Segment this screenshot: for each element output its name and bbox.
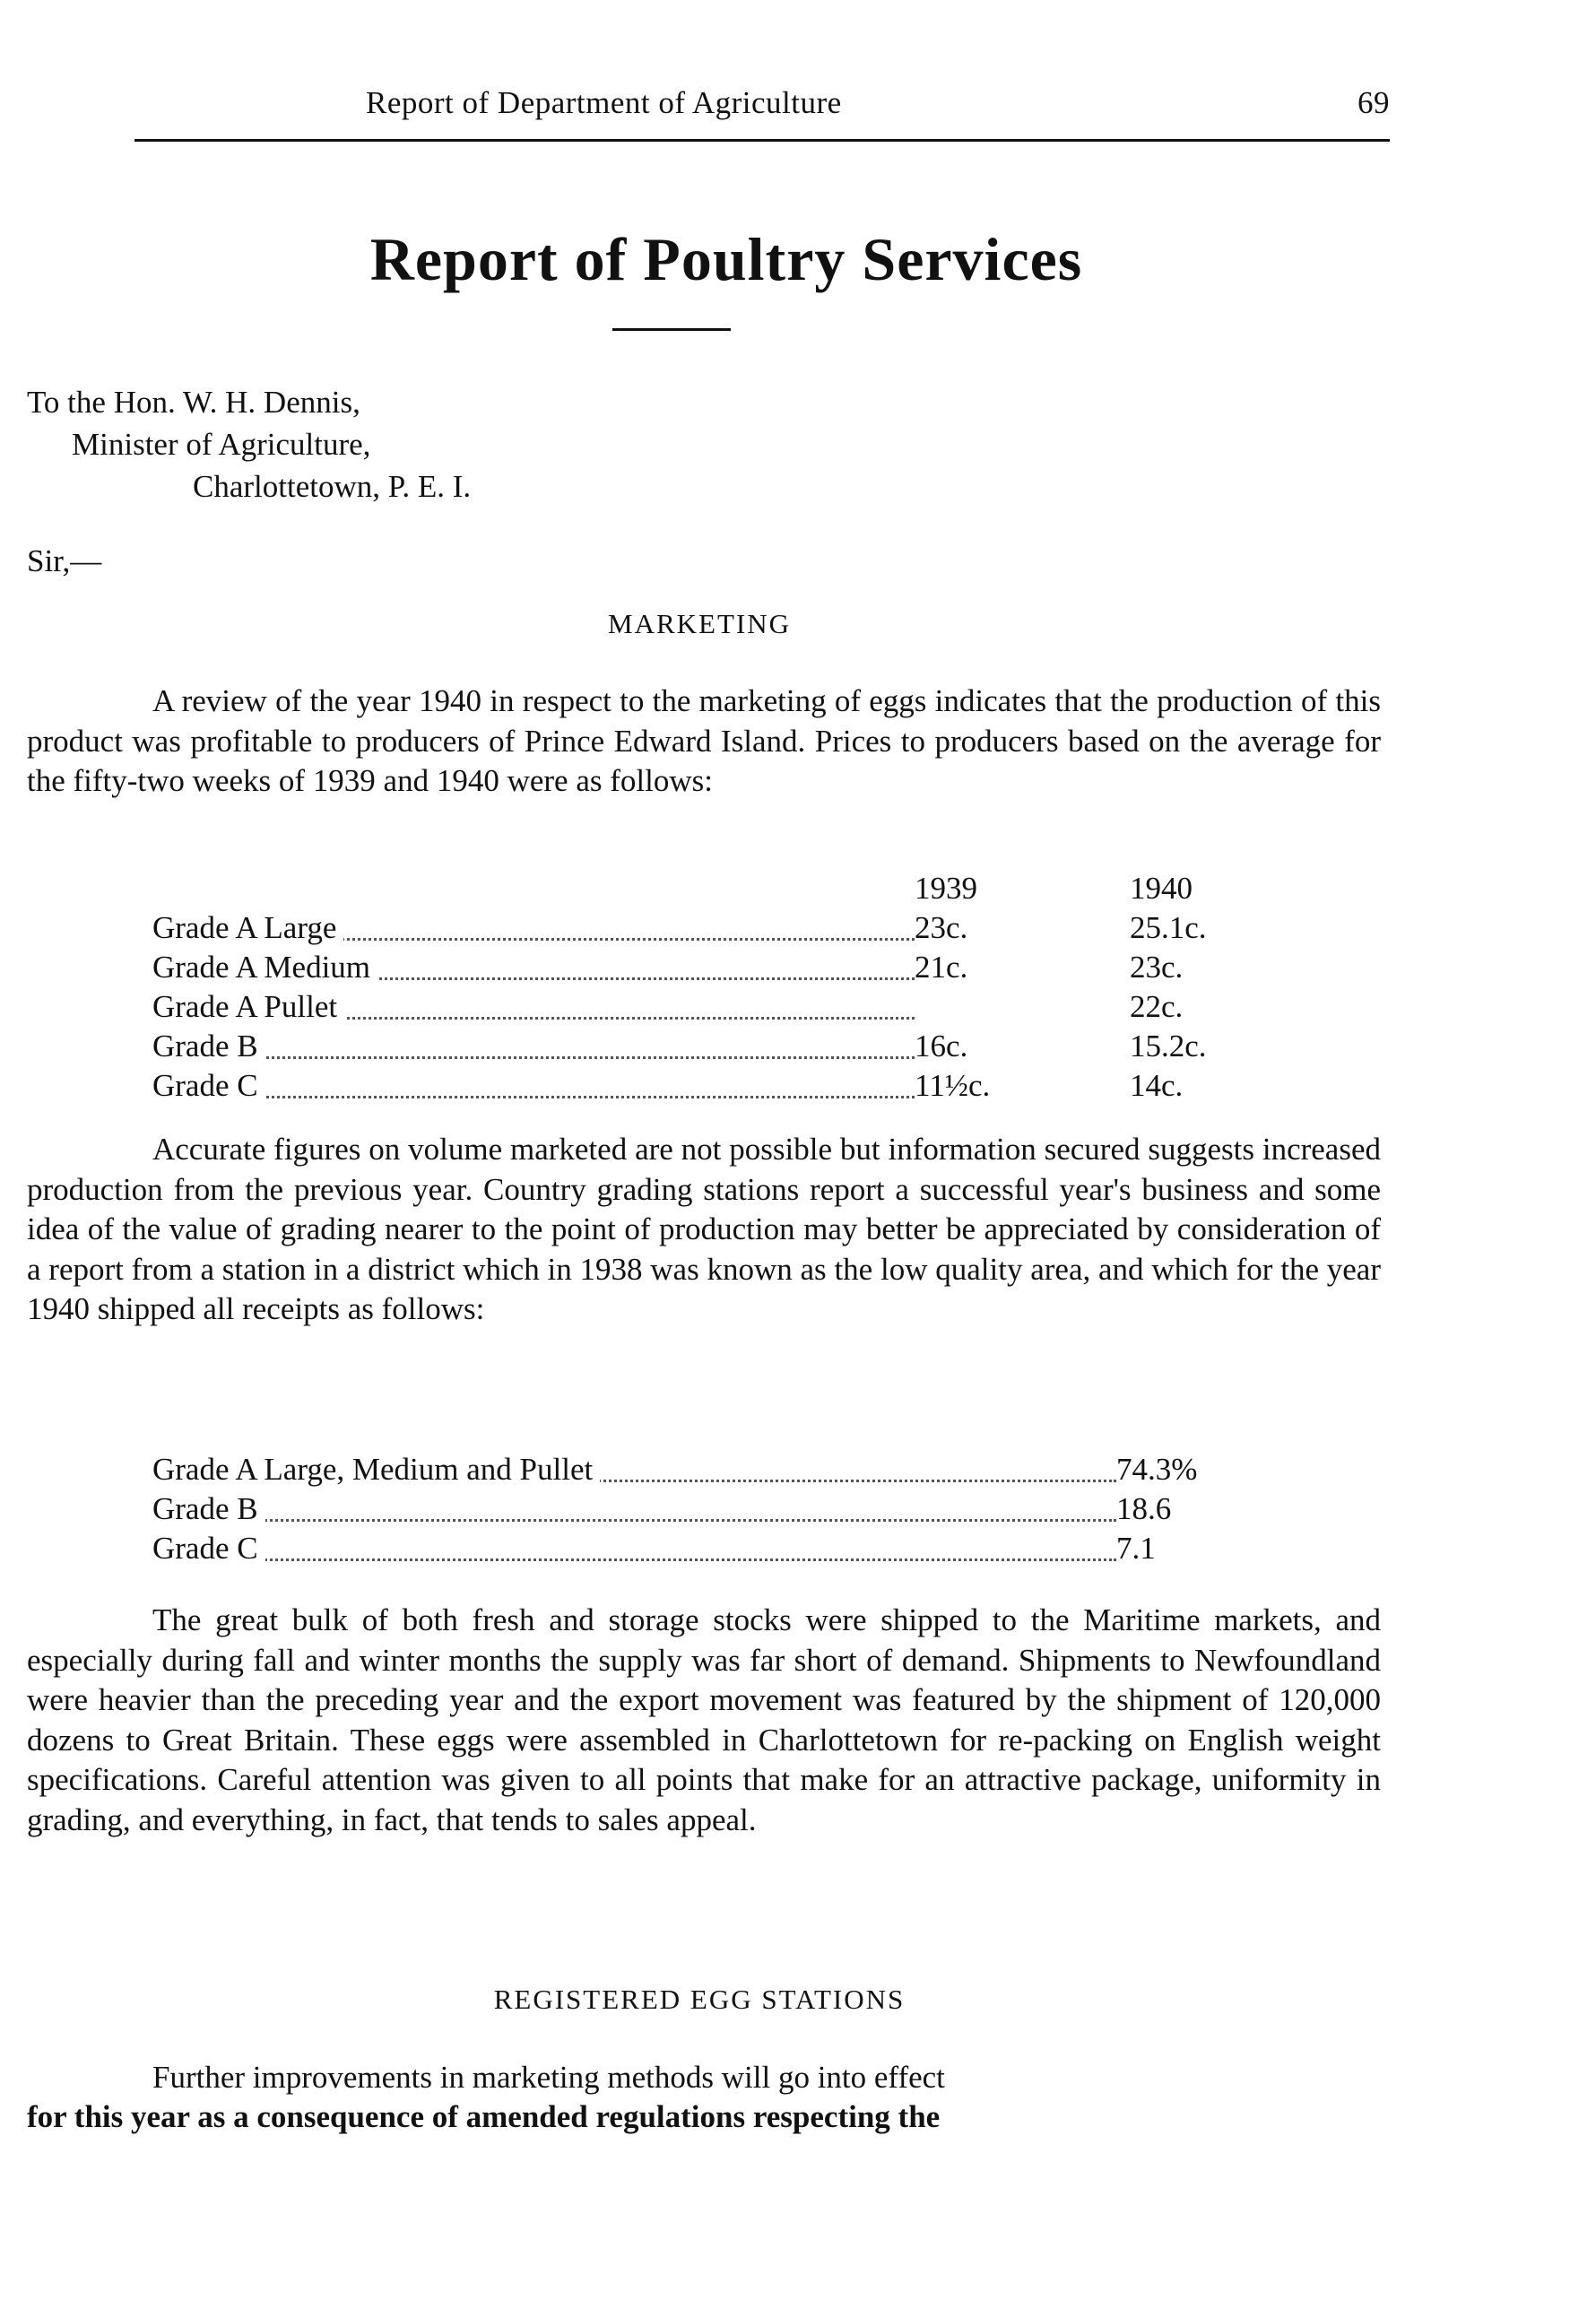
table-row bbox=[152, 989, 1264, 1029]
price-1940: 23c. bbox=[1130, 950, 1184, 985]
column-header: 1939 bbox=[915, 871, 977, 906]
price-1939: 16c. bbox=[915, 1029, 968, 1064]
address-line: To the Hon. W. H. Dennis, bbox=[27, 385, 360, 420]
header-rule bbox=[134, 139, 1390, 142]
paragraph-text-bold: for this year as a consequence of amended regulations respecting the bbox=[27, 2099, 941, 2134]
table-row bbox=[152, 1068, 1264, 1107]
paragraph-bulk bbox=[27, 1601, 1381, 1840]
section-heading-registered: REGISTERED EGG STATIONS bbox=[493, 1984, 906, 2015]
grade-label: Grade A Large, Medium and Pullet bbox=[152, 1452, 600, 1488]
column-header: 1940 bbox=[1130, 871, 1193, 906]
title-rule bbox=[612, 328, 731, 331]
price-1940: 22c. bbox=[1130, 989, 1184, 1024]
paragraph-text: Further improvements in marketing methods will go into effect bbox=[152, 2060, 945, 2095]
grade-label: Grade C bbox=[152, 1068, 265, 1104]
receipt-percentage: 18.6 bbox=[1116, 1491, 1172, 1526]
paragraph-registered bbox=[27, 2058, 1381, 2137]
page-title: Report of Poultry Services bbox=[369, 225, 1083, 293]
running-header bbox=[134, 85, 1390, 121]
page-number: 69 bbox=[1357, 85, 1390, 120]
paragraph-text: Accurate figures on volume marketed are not possible but information secured suggests increased production from the previous year. Country grading stations report a successful year's business and some idea of the value of grading nearer to the point of production may better be appreciated by consideration of a report from a station in a district which in 1938 was known as the low quality area, and which for the year 1940 shipped all receipts as follows: bbox=[27, 1132, 1381, 1326]
table-row bbox=[152, 910, 1264, 950]
address-line: Charlottetown, P. E. I. bbox=[193, 469, 472, 504]
price-1940: 15.2c. bbox=[1130, 1029, 1207, 1064]
price-1940: 14c. bbox=[1130, 1068, 1184, 1103]
grade-label: Grade A Large bbox=[152, 910, 343, 946]
table-row bbox=[152, 1491, 1224, 1531]
receipt-percentage: 74.3% bbox=[1116, 1452, 1198, 1487]
price-1939: 23c. bbox=[915, 910, 968, 945]
running-title: Report of Department of Agriculture bbox=[366, 85, 842, 120]
price-1939: 21c. bbox=[915, 950, 968, 985]
price-1939 bbox=[915, 989, 1130, 1029]
address-block bbox=[27, 381, 471, 508]
table-header-row bbox=[152, 871, 1264, 910]
grade-label: Grade A Medium bbox=[152, 950, 377, 985]
table-row bbox=[152, 1029, 1264, 1068]
price-1940: 25.1c. bbox=[1130, 910, 1207, 945]
grade-label: Grade B bbox=[152, 1491, 265, 1527]
price-table bbox=[152, 871, 1264, 1107]
grade-label: Grade A Pullet bbox=[152, 989, 344, 1025]
paragraph-text: The great bulk of both fresh and storage stocks were shipped to the Maritime markets, and especially during fall and winter months the supply was far short of demand. Shipments to Newfoundland were heavier than the preceding year and the export movement was featured by the shipment of 120,000 dozens to Great Britain. These eggs were assembled in Charlottetown for re-packing on English weight specifications. Careful attention was given to all points that make for an attractive package, uniformity in grading, and everything, in fact, that tends to sales appeal. bbox=[27, 1602, 1381, 1837]
table-row bbox=[152, 950, 1264, 989]
grade-label: Grade C bbox=[152, 1531, 265, 1567]
receipt-percentage: 7.1 bbox=[1116, 1531, 1156, 1566]
receipts-table bbox=[152, 1452, 1224, 1570]
grade-label: Grade B bbox=[152, 1029, 265, 1064]
price-1939: 11½c. bbox=[915, 1068, 991, 1103]
paragraph-volume bbox=[27, 1130, 1381, 1330]
salutation: Sir,— bbox=[27, 543, 102, 578]
paragraph-intro bbox=[27, 682, 1381, 802]
table-row bbox=[152, 1531, 1224, 1570]
paragraph-text: A review of the year 1940 in respect to the marketing of eggs indicates that the production of this product was profitable to producers of Prince Edward Island. Prices to producers based on the average for the fifty-two weeks of 1939 and 1940 were as follows: bbox=[27, 683, 1381, 798]
table-row bbox=[152, 1452, 1224, 1491]
section-heading-marketing: MARKETING bbox=[608, 608, 791, 639]
address-line: Minister of Agriculture, bbox=[72, 427, 371, 462]
